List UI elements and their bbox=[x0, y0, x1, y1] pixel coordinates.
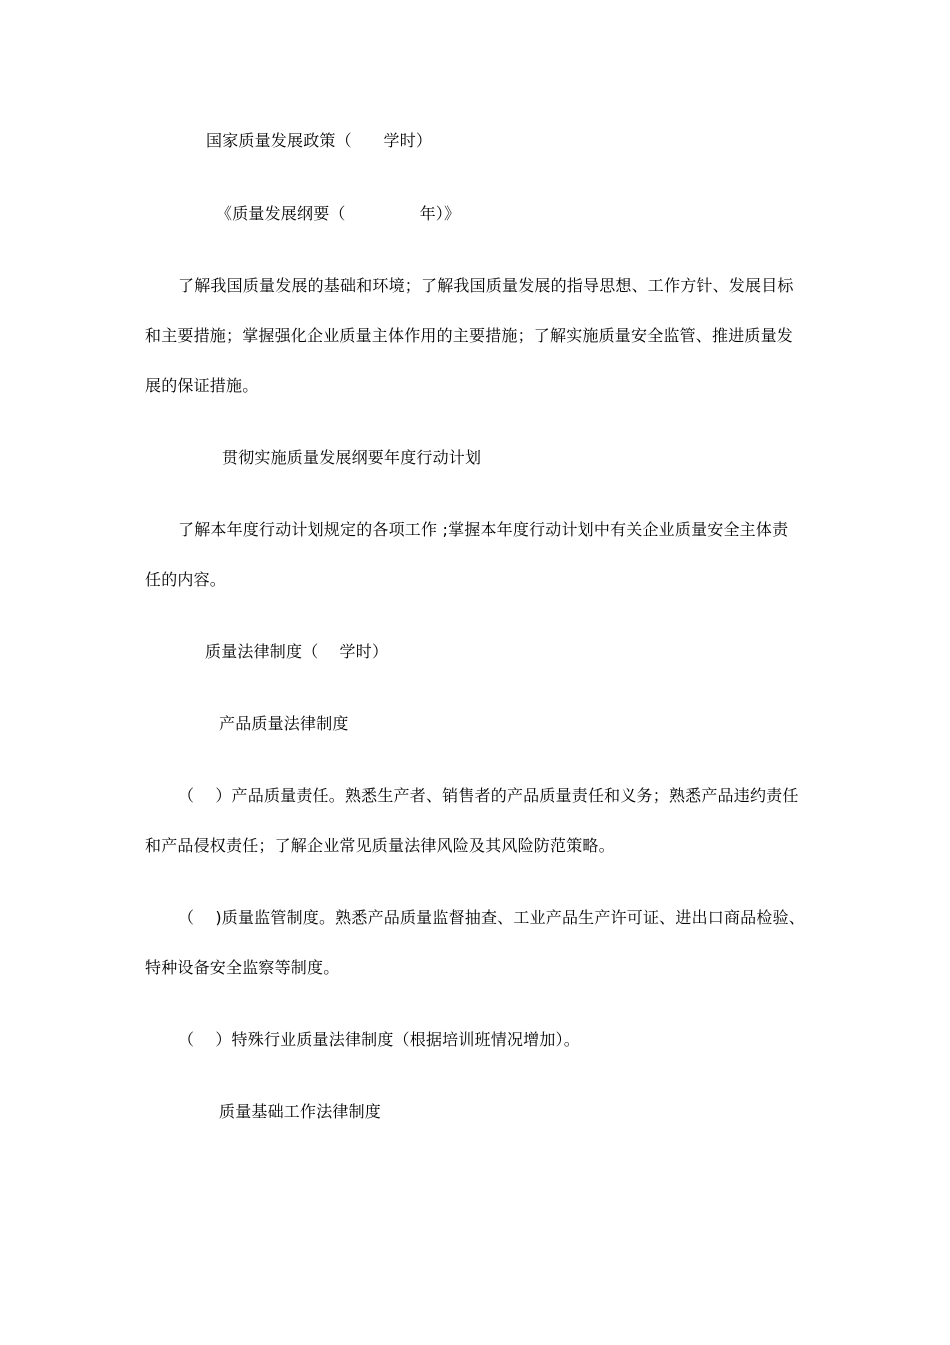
paragraph-line: （ )质量监管制度。熟悉产品质量监督抽查、工业产品生产许可证、进出口商品检验、 bbox=[178, 908, 805, 927]
paragraph-line: 了解我国质量发展的基础和环境；了解我国质量发展的指导思想、工作方针、发展目标 bbox=[178, 276, 794, 295]
paragraph-line: 和产品侵权责任；了解企业常见质量法律风险及其风险防范策略。 bbox=[145, 836, 615, 855]
paragraph-line: 任的内容。 bbox=[145, 570, 227, 589]
paragraph-line: 了解本年度行动计划规定的各项工作 ;掌握本年度行动计划中有关企业质量安全主体责 bbox=[178, 520, 789, 539]
paragraph-line: （ ）特殊行业质量法律制度（根据培训班情况增加）。 bbox=[178, 1030, 580, 1049]
paragraph-line: 特种设备安全监察等制度。 bbox=[145, 958, 340, 977]
subheading-quality-basic-law: 质量基础工作法律制度 bbox=[219, 1102, 382, 1121]
paragraph-line: （ ）产品质量责任。熟悉生产者、销售者的产品质量责任和义务；熟悉产品违约责任 bbox=[178, 786, 799, 805]
subheading-annual-action-plan: 贯彻实施质量发展纲要年度行动计划 bbox=[222, 448, 482, 467]
paragraph-line: 展的保证措施。 bbox=[145, 376, 259, 395]
subheading-product-quality-law: 产品质量法律制度 bbox=[219, 714, 349, 733]
paragraph-line: 和主要措施；掌握强化企业质量主体作用的主要措施；了解实施质量安全监管、推进质量发 bbox=[145, 326, 794, 345]
section-heading-quality-law: 质量法律制度（ 学时） bbox=[205, 642, 389, 661]
subheading-quality-outline: 《质量发展纲要（ 年）》 bbox=[216, 204, 461, 223]
section-heading-national-quality-policy: 国家质量发展政策（ 学时） bbox=[206, 131, 433, 150]
